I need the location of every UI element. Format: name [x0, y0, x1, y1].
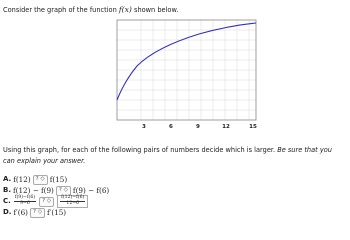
right-fraction — [60, 196, 85, 206]
function-name: f(x) — [118, 5, 132, 14]
instructions-emphasis: Be sure that you can explain your answer. — [3, 146, 332, 165]
x-tick-15: 15 — [249, 124, 257, 130]
x-tick-12: 12 — [222, 124, 230, 130]
function-curve — [117, 23, 256, 100]
right-expression: f′(15) — [47, 208, 67, 217]
question-d — [3, 207, 109, 218]
left-fraction — [14, 196, 36, 206]
comparison-select-b[interactable]: ? ◇ — [56, 186, 71, 196]
intro-text: Consider the graph of the function — [3, 6, 117, 14]
question-a — [3, 174, 109, 185]
comparison-select-a[interactable]: ? ◇ — [33, 175, 48, 185]
question-label: B. — [3, 186, 11, 194]
x-tick-3: 3 — [142, 124, 146, 130]
right-expression: f(15) — [49, 175, 68, 184]
right-numerator: f(12)−f(6) — [61, 195, 85, 201]
grid — [117, 20, 256, 120]
function-graph — [113, 18, 258, 136]
x-tick-6: 6 — [169, 124, 173, 130]
right-fraction-box — [57, 195, 88, 207]
left-expression: f(12) — [13, 175, 31, 184]
instructions-main: Using this graph, for each of the following pairs of numbers decide which is larger. — [3, 146, 276, 154]
left-expression: f′(6) — [13, 208, 28, 217]
left-numerator: f(9)−f(6) — [14, 195, 36, 201]
question-label: C. — [3, 197, 11, 205]
right-expression: f(9) − f(6) — [72, 186, 110, 195]
left-expression: f(12) − f(9) — [13, 186, 54, 195]
question-c — [3, 196, 109, 207]
question-list — [3, 174, 109, 218]
intro-suffix: shown below. — [134, 6, 179, 14]
question-label: D. — [3, 208, 12, 216]
comparison-select-c[interactable]: ? ◇ — [39, 197, 54, 207]
comparison-select-d[interactable]: ? ◇ — [30, 208, 45, 218]
question-label: A. — [3, 175, 12, 183]
right-denominator: 12−6 — [66, 201, 80, 206]
left-denominator: 9−6 — [20, 201, 30, 206]
x-tick-labels — [142, 124, 257, 130]
problem-intro — [3, 5, 178, 14]
instructions — [3, 145, 345, 167]
x-tick-9: 9 — [196, 124, 200, 130]
